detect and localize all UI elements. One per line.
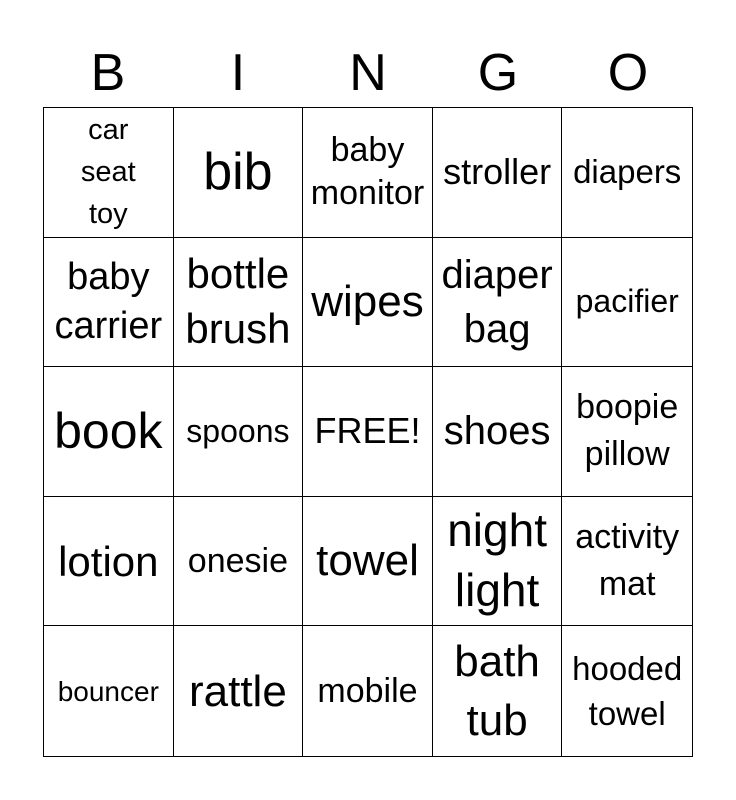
bingo-cell[interactable] [174,497,304,627]
bingo-cell[interactable] [433,108,563,238]
cell-label: mobile [317,672,418,711]
cell-label: hooded towel [572,649,683,733]
cell-label: pacifier [575,282,679,319]
cell-label: car seat toy [80,114,136,231]
bingo-cell[interactable] [433,626,563,756]
bingo-cell[interactable] [44,108,174,238]
cell-label: rattle [188,666,287,716]
bingo-cell[interactable] [303,497,433,627]
cell-label: bib [203,143,273,202]
bingo-cell[interactable] [174,108,304,238]
bingo-cell[interactable] [303,238,433,368]
bingo-cell[interactable] [562,108,692,238]
bingo-cell[interactable] [303,108,433,238]
header-letter-o: O [607,44,649,102]
bingo-cell[interactable] [174,626,304,756]
cell-label: shoes [443,409,551,454]
bingo-cell[interactable] [44,238,174,368]
cell-label: baby carrier [54,255,163,347]
bingo-cell[interactable] [44,626,174,756]
bingo-cell[interactable] [303,626,433,756]
bingo-cell[interactable] [562,367,692,497]
cell-label: stroller [443,151,552,193]
cell-label: towel [316,536,419,586]
cell-label: onesie [187,542,288,581]
cell-label: bouncer [57,675,159,707]
header-letter-g: G [477,44,519,102]
free-space[interactable] [303,367,433,497]
cell-label: activity mat [575,518,680,604]
bingo-cell[interactable] [44,497,174,627]
cell-label: night light [447,504,547,617]
cell-label: diaper bag [441,252,553,351]
cell-label: book [54,403,163,460]
cell-label: bath tub [454,636,540,746]
bingo-cell[interactable] [174,238,304,368]
header-letter-n: N [349,44,387,102]
cell-label: boopie pillow [576,387,679,474]
bingo-cell[interactable] [562,238,692,368]
bingo-header [43,40,693,106]
bingo-cell[interactable] [433,497,563,627]
bingo-cell[interactable] [433,367,563,497]
header-letter-i: I [230,44,246,102]
cell-label: baby monitor [310,130,425,213]
cell-label: lotion [58,537,159,585]
cell-label: bottle brush [185,250,291,352]
cell-label: FREE! [314,410,421,452]
bingo-cell[interactable] [562,626,692,756]
bingo-board [43,107,693,757]
bingo-cell[interactable] [174,367,304,497]
header-letter-b: B [90,44,126,102]
bingo-cell[interactable] [44,367,174,497]
cell-label: diapers [573,152,682,190]
bingo-cell[interactable] [433,238,563,368]
bingo-cell[interactable] [562,497,692,627]
cell-label: spoons [186,412,290,449]
cell-label: wipes [311,277,424,327]
